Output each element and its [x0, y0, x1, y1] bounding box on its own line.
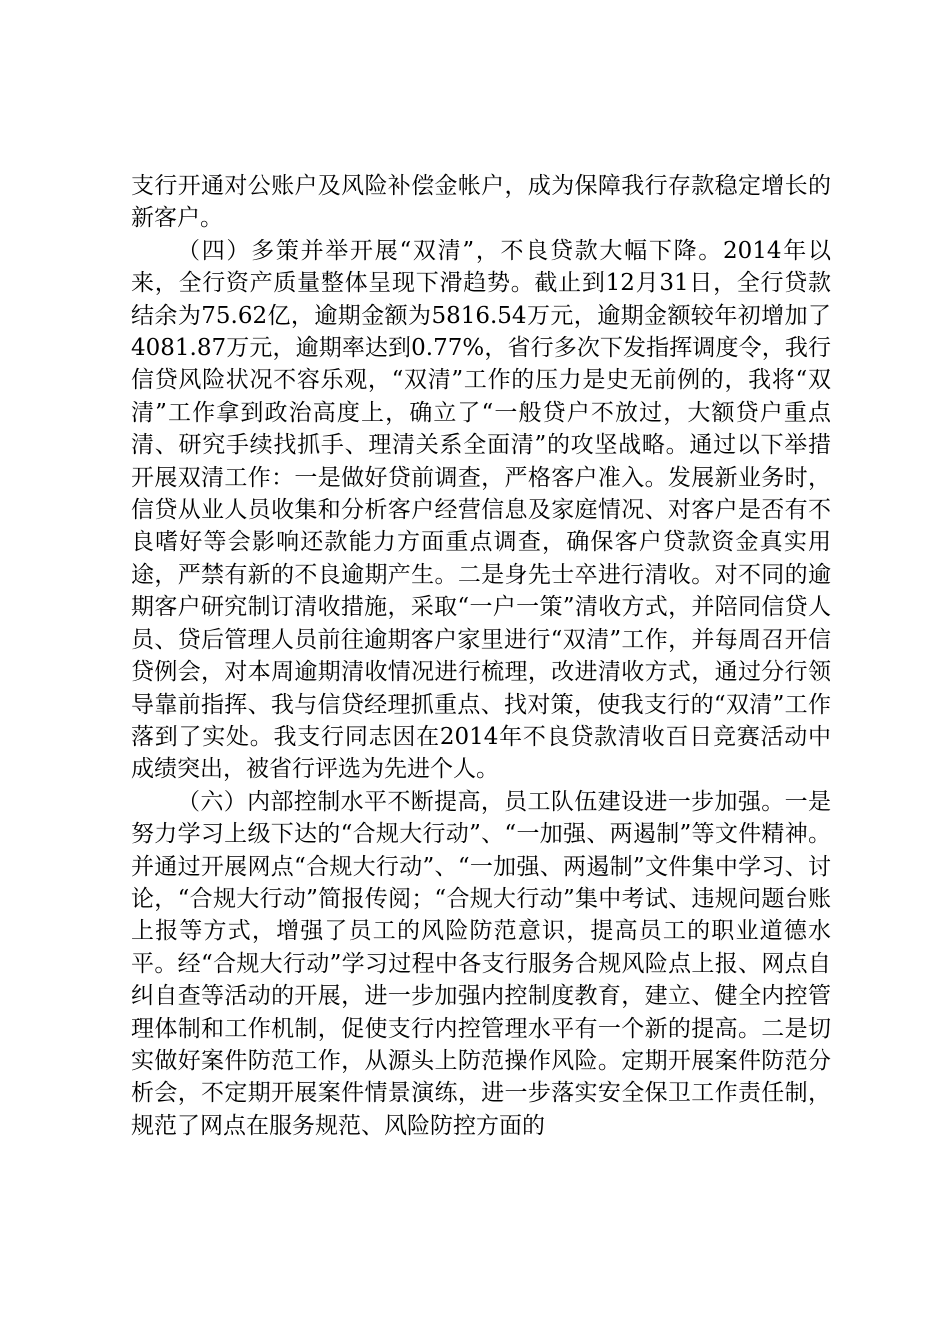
- paragraph-section-four: （四）多策并举开展“双清”，不良贷款大幅下降。2014年以来，全行资产质量整体呈现下滑趋势。截止到12月31日，全行贷款结余为75.62亿，逾期金额为5816.54万元，逾期金额较年初增加了4081.87万元，逾期率达到0.77%，省行多次下发指挥调度令，我行信贷风险状况不容乐观，“双清”工作的压力是史无前例的，我将“双清”工作拿到政治高度上，确立了“一般贷户不放过，大额贷户重点清、研究手续找抓手、理清关系全面清”的攻坚战略。通过以下举措开展双清工作：一是做好贷前调查，严格客户准入。发展新业务时，信贷从业人员收集和分析客户经营信息及家庭情况、对客户是否有不良嗜好等会影响还款能力方面重点调查，确保客户贷款资金真实用途，严禁有新的不良逾期产生。二是身先士卒进行清收。对不同的逾期客户研究制订清收措施，采取“一户一策”清收方式，并陪同信贷人员、贷后管理人员前往逾期客户家里进行“双清”工作，并每周召开信贷例会，对本周逾期清收情况进行梳理，改进清收方式，通过分行领导靠前指挥、我与信贷经理抓重点、找对策，使我支行的“双清”工作落到了实处。我支行同志因在2014年不良贷款清收百日竞赛活动中成绩突出，被省行评选为先进个人。: [131, 237, 831, 783]
- paragraph-continuation: 支行开通对公账户及风险补偿金帐户，成为保障我行存款稳定增长的新客户。: [131, 173, 831, 232]
- document-page: [131, 170, 831, 1142]
- paragraph-section-six: （六）内部控制水平不断提高，员工队伍建设进一步加强。一是努力学习上级下达的“合规大行动”、“一加强、两遏制”等文件精神。并通过开展网点“合规大行动”、“一加强、两遏制”文件集中学习、讨论，“合规大行动”简报传阅；“合规大行动”集中考试、违规问题台账上报等方式，增强了员工的风险防范意识，提高员工的职业道德水平。经“合规大行动”学习过程中各支行服务合规风险点上报、网点自纠自查等活动的开展，进一步加强内控制度教育，建立、健全内控管理体制和工作机制，促使支行内控管理水平有一个新的提高。二是切实做好案件防范工作，从源头上防范操作风险。定期开展案件防范分析会，不定期开展案件情景演练，进一步落实安全保卫工作责任制，规范了网点在服务规范、风险防控方面的: [131, 788, 831, 1139]
